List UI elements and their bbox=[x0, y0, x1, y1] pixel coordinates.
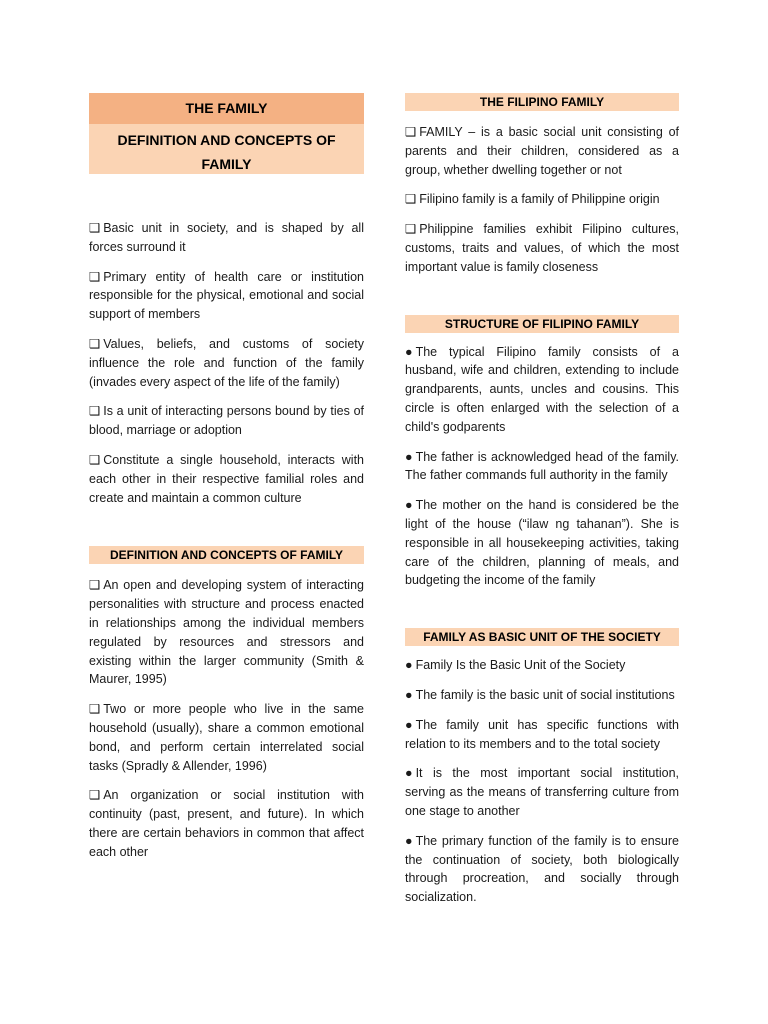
list-item-text: Philippine families exhibit Filipino cultures, customs, traits and values, of which the most important value is family closeness bbox=[405, 222, 679, 274]
page-title: THE FAMILY bbox=[89, 93, 364, 124]
checkbox-bullet-icon: ❑ bbox=[89, 788, 101, 803]
dot-bullet-icon: ● bbox=[405, 717, 413, 732]
list-item-text: An organization or social institution with continuity (past, present, and future). In which there are certain behaviors in common that affect each other bbox=[89, 788, 364, 859]
list-item bbox=[405, 716, 679, 754]
list-item bbox=[89, 700, 364, 775]
list-item-text: Constitute a single household, interacts with each other in their respective familial roles and create and maintain a common culture bbox=[89, 452, 364, 505]
list-item-text: The primary function of the family is to ensure the continuation of society, both biologically through procreation, and socially through socialization. bbox=[405, 833, 679, 905]
checkbox-bullet-icon: ❑ bbox=[89, 221, 101, 235]
list-item-text: Filipino family is a family of Philippine origin bbox=[419, 192, 660, 207]
dot-bullet-icon: ● bbox=[405, 498, 413, 513]
list-item bbox=[405, 764, 679, 820]
list-item bbox=[89, 219, 364, 257]
list-item bbox=[89, 268, 364, 324]
section-header-society: FAMILY AS BASIC UNIT OF THE SOCIETY bbox=[405, 628, 679, 646]
checkbox-bullet-icon: ❑ bbox=[405, 125, 417, 139]
checkbox-bullet-icon: ❑ bbox=[405, 192, 417, 207]
dot-bullet-icon: ● bbox=[405, 687, 413, 702]
list-item bbox=[405, 343, 679, 437]
dot-bullet-icon: ● bbox=[405, 658, 413, 673]
list-item-text: The father is acknowledged head of the family. The father commands full authority in the family bbox=[405, 449, 679, 483]
title-block bbox=[89, 93, 364, 174]
list-item-text: It is the most important social institution, serving as the means of transferring culture from one stage to another bbox=[405, 766, 679, 818]
checkbox-bullet-icon: ❑ bbox=[89, 404, 101, 419]
list-item-text: Primary entity of health care or institution responsible for the physical, emotional and social support of members bbox=[89, 269, 364, 322]
list-item-text: The family is the basic unit of social institutions bbox=[415, 687, 675, 702]
list-item-text: The typical Filipino family consists of a husband, wife and children, extending to include grandparents, aunts, uncles and cousins. This circle is often enlarged with the selection of a child's godparents bbox=[405, 344, 679, 434]
dot-bullet-icon: ● bbox=[405, 449, 413, 464]
section-header-definition: DEFINITION AND CONCEPTS OF FAMILY bbox=[89, 546, 364, 564]
dot-bullet-icon: ● bbox=[405, 766, 413, 781]
left-column bbox=[89, 93, 364, 862]
list-item bbox=[405, 190, 679, 209]
section-header-filipino-family: THE FILIPINO FAMILY bbox=[405, 93, 679, 111]
list-item-text: An open and developing system of interacting personalities with structure and process enacted in relationships among the individual members regulated by resources and stressors and existing within the larger community (Smith & Maurer, 1995) bbox=[89, 578, 364, 687]
list-item bbox=[405, 123, 679, 179]
list-item bbox=[89, 786, 364, 861]
list-item-text: Values, beliefs, and customs of society influence the role and function of the family (invades every aspect of the life of the family) bbox=[89, 336, 364, 389]
list-item-text: Two or more people who live in the same household (usually), share a common emotional bond, and perform certain interrelated social tasks (Spradly & Allender, 1996) bbox=[89, 702, 364, 773]
checkbox-bullet-icon: ❑ bbox=[89, 702, 101, 717]
checkbox-bullet-icon: ❑ bbox=[89, 269, 101, 284]
list-item bbox=[405, 832, 679, 907]
checkbox-bullet-icon: ❑ bbox=[89, 336, 101, 351]
right-column bbox=[405, 93, 679, 907]
list-item bbox=[89, 402, 364, 440]
checkbox-bullet-icon: ❑ bbox=[89, 452, 101, 467]
list-item bbox=[89, 451, 364, 507]
list-item bbox=[89, 576, 364, 689]
list-item-text: Is a unit of interacting persons bound by ties of blood, marriage or adoption bbox=[89, 404, 364, 438]
list-item bbox=[405, 220, 679, 276]
list-item-text: FAMILY – is a basic social unit consisting of parents and their children, considered as a group, whether dwelling together or not bbox=[405, 125, 679, 177]
section-header-structure: STRUCTURE OF FILIPINO FAMILY bbox=[405, 315, 679, 333]
page-subtitle: DEFINITION AND CONCEPTS OF FAMILY bbox=[89, 124, 364, 174]
list-item-text: Basic unit in society, and is shaped by all forces surround it bbox=[89, 221, 364, 254]
dot-bullet-icon: ● bbox=[405, 833, 413, 848]
list-item bbox=[405, 656, 679, 675]
list-item bbox=[405, 448, 679, 486]
list-item-text: The family unit has specific functions with relation to its members and to the total society bbox=[405, 717, 679, 751]
checkbox-bullet-icon: ❑ bbox=[89, 578, 101, 593]
dot-bullet-icon: ● bbox=[405, 344, 413, 359]
list-item bbox=[405, 686, 679, 705]
list-item bbox=[405, 496, 679, 590]
list-item-text: The mother on the hand is considered be the light of the house (“ilaw ng tahanan”). She is responsible in all housekeeping activities, taking care of the children, planning of meals, and budgeting the income of the family bbox=[405, 498, 679, 588]
list-item-text: Family Is the Basic Unit of the Society bbox=[415, 658, 626, 673]
checkbox-bullet-icon: ❑ bbox=[405, 222, 417, 237]
list-item bbox=[89, 335, 364, 391]
